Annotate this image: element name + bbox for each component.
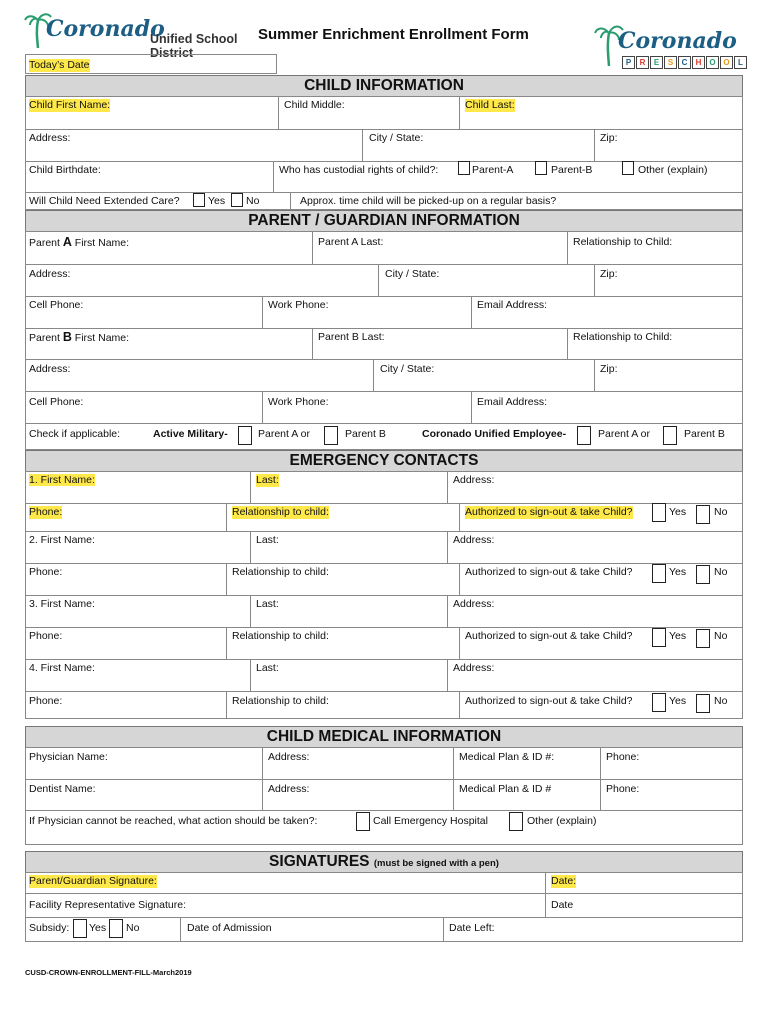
- employee-parent-a-checkbox[interactable]: [577, 426, 591, 445]
- divider: [25, 893, 743, 894]
- parent-b-address-field[interactable]: Address:: [29, 363, 71, 375]
- divider: [459, 563, 460, 595]
- military-parent-a-label: Parent A or: [258, 428, 310, 440]
- call-emergency-hospital-label: Call Emergency Hospital: [373, 815, 488, 827]
- divider: [25, 917, 743, 918]
- todays-date-field[interactable]: [25, 54, 277, 74]
- divider: [373, 359, 374, 391]
- form-code-footer: CUSD-CROWN-ENROLLMENT-FILL-March2019: [25, 968, 192, 977]
- child-zip-field[interactable]: Zip:: [600, 132, 618, 144]
- active-military-label: Active Military-: [153, 428, 228, 440]
- contact-4-no-label: No: [714, 695, 728, 707]
- pickup-time-field[interactable]: Approx. time child will be picked-up on a regular basis?: [300, 195, 557, 207]
- parent-a-city-state-field[interactable]: City / State:: [385, 268, 440, 280]
- divider: [312, 328, 313, 359]
- preschool-letter: L: [734, 56, 747, 69]
- physician-address-field[interactable]: Address:: [268, 751, 310, 763]
- parent-a-work-field[interactable]: Work Phone:: [268, 299, 329, 311]
- divider: [25, 328, 743, 329]
- dentist-address-field[interactable]: Address:: [268, 783, 310, 795]
- divider: [25, 810, 743, 811]
- divider: [262, 747, 263, 810]
- check-if-applicable-label: Check if applicable:: [29, 428, 121, 440]
- parent-b-city-state-field[interactable]: City / State:: [380, 363, 435, 375]
- divider: [25, 595, 743, 596]
- extended-care-yes-label: Yes: [208, 195, 226, 207]
- contact-2-phone-field[interactable]: Phone:: [29, 566, 63, 578]
- subsidy-label: Subsidy:: [29, 922, 70, 934]
- divider: [278, 96, 279, 129]
- divider: [567, 231, 568, 264]
- divider: [545, 872, 546, 917]
- section-child-medical: CHILD MEDICAL INFORMATION: [25, 726, 743, 748]
- divider: [25, 161, 743, 162]
- parent-b-relationship-field[interactable]: Relationship to Child:: [573, 331, 673, 343]
- contact-1-relationship-field[interactable]: Relationship to child:: [232, 506, 329, 518]
- contact-4-yes-checkbox[interactable]: [652, 693, 666, 712]
- divider: [471, 391, 472, 423]
- divider: [25, 192, 743, 193]
- contact-4-yes-label: Yes: [669, 695, 687, 707]
- contact-4-last-field[interactable]: Last:: [256, 662, 279, 674]
- contact-1-yes-label: Yes: [669, 506, 687, 518]
- contact-3-no-checkbox[interactable]: [696, 629, 710, 648]
- contact-2-yes-label: Yes: [669, 566, 687, 578]
- preschool-letter: S: [664, 56, 677, 69]
- divider: [25, 563, 743, 564]
- dental-plan-field[interactable]: Medical Plan & ID #: [459, 783, 552, 795]
- divider: [378, 264, 379, 296]
- divider: [25, 503, 743, 504]
- signatures-note: (must be signed with a pen): [373, 858, 499, 869]
- contact-4-address-field[interactable]: Address:: [453, 662, 495, 674]
- subsidy-yes-label: Yes: [89, 922, 107, 934]
- contact-1-address-field[interactable]: Address:: [453, 474, 495, 486]
- divider: [447, 659, 448, 691]
- extended-care-no-label: No: [246, 195, 260, 207]
- contact-1-first-name-label: 1. First Name:: [29, 474, 95, 486]
- divider: [25, 296, 743, 297]
- contact-3-address-field[interactable]: Address:: [453, 598, 495, 610]
- contact-3-yes-label: Yes: [669, 630, 687, 642]
- contact-2-address-field[interactable]: Address:: [453, 534, 495, 546]
- divider: [273, 161, 274, 192]
- contact-2-last-field[interactable]: Last:: [256, 534, 279, 546]
- contact-2-relationship-field[interactable]: Relationship to child:: [232, 566, 329, 578]
- signatures-title: SIGNATURES: [269, 853, 370, 870]
- parent-a-letter: A: [62, 235, 72, 249]
- form-title: Summer Enrichment Enrollment Form: [258, 26, 529, 43]
- preschool-letter: O: [706, 56, 719, 69]
- preschool-letter: P: [622, 56, 635, 69]
- contact-2-no-label: No: [714, 566, 728, 578]
- extended-care-no-checkbox[interactable]: [231, 193, 243, 207]
- parent-b-work-field[interactable]: Work Phone:: [268, 396, 329, 408]
- medical-other-checkbox[interactable]: [509, 812, 523, 831]
- parent-a-zip-field[interactable]: Zip:: [600, 268, 618, 280]
- divider: [443, 917, 444, 942]
- divider: [25, 129, 743, 130]
- district-name: Unified School District: [150, 32, 238, 60]
- divider: [250, 595, 251, 627]
- child-last-field[interactable]: Child Last:: [465, 99, 515, 111]
- divider: [226, 563, 227, 595]
- contact-3-relationship-field[interactable]: Relationship to child:: [232, 630, 329, 642]
- physician-name-field[interactable]: Physician Name:: [29, 751, 108, 763]
- military-parent-b-checkbox[interactable]: [324, 426, 338, 445]
- divider: [250, 659, 251, 691]
- preschool-letter: C: [678, 56, 691, 69]
- divider: [600, 747, 601, 810]
- contact-2-first-name-field[interactable]: 2. First Name:: [29, 534, 95, 546]
- guardian-signature-date-field[interactable]: Date:: [551, 875, 577, 887]
- divider: [25, 391, 743, 392]
- divider: [594, 264, 595, 296]
- divider: [594, 129, 595, 161]
- parent-b-first-post: First Name:: [71, 332, 130, 344]
- divider: [459, 691, 460, 719]
- divider: [459, 503, 460, 531]
- divider: [459, 627, 460, 659]
- section-parent-guardian: PARENT / GUARDIAN INFORMATION: [25, 210, 743, 232]
- preschool-letter: O: [720, 56, 733, 69]
- contact-4-phone-field[interactable]: Phone:: [29, 695, 63, 707]
- custody-parent-a-checkbox[interactable]: [458, 161, 470, 175]
- parent-b-first-name-field[interactable]: [29, 331, 129, 345]
- contact-1-no-label: No: [714, 506, 728, 518]
- physician-phone-field[interactable]: Phone:: [606, 751, 640, 763]
- district-logo-word: Coronado: [46, 16, 165, 42]
- divider: [226, 691, 227, 719]
- parent-b-zip-field[interactable]: Zip:: [600, 363, 618, 375]
- employee-parent-a-label: Parent A or: [598, 428, 650, 440]
- parent-a-address-field[interactable]: Address:: [29, 268, 71, 280]
- child-middle-field[interactable]: Child Middle:: [284, 99, 345, 111]
- parent-a-email-field[interactable]: Email Address:: [477, 299, 548, 311]
- guardian-signature-field[interactable]: Parent/Guardian Signature:: [29, 875, 157, 887]
- parent-a-first-post: First Name:: [71, 237, 130, 249]
- cusd-employee-label: Coronado Unified Employee-: [422, 428, 567, 440]
- employee-parent-b-label: Parent B: [684, 428, 725, 440]
- divider: [25, 264, 743, 265]
- parent-b-first-pre: Parent: [29, 332, 63, 344]
- divider: [471, 296, 472, 328]
- subsidy-no-label: No: [126, 922, 140, 934]
- todays-date-label: Today’s Date: [29, 59, 90, 71]
- divider: [362, 129, 363, 161]
- contact-4-relationship-field[interactable]: Relationship to child:: [232, 695, 329, 707]
- divider: [453, 747, 454, 810]
- contact-1-first-name-field[interactable]: [29, 474, 95, 487]
- contact-3-no-label: No: [714, 630, 728, 642]
- divider: [250, 531, 251, 563]
- contact-3-authorized-question: Authorized to sign-out & take Child?: [465, 630, 633, 642]
- preschool-logo-word: Coronado: [618, 28, 737, 54]
- contact-2-yes-checkbox[interactable]: [652, 564, 666, 583]
- divider: [567, 328, 568, 359]
- employee-parent-b-checkbox[interactable]: [663, 426, 677, 445]
- preschool-logo: [594, 22, 744, 70]
- preschool-letter: E: [650, 56, 663, 69]
- extended-care-question: Will Child Need Extended Care?: [29, 195, 180, 207]
- contact-1-no-checkbox[interactable]: [696, 505, 710, 524]
- contact-3-last-field[interactable]: Last:: [256, 598, 279, 610]
- preschool-letter: R: [636, 56, 649, 69]
- custody-parent-b-label: Parent-B: [551, 164, 593, 176]
- military-parent-b-label: Parent B: [345, 428, 386, 440]
- contact-4-authorized-question: Authorized to sign-out & take Child?: [465, 695, 633, 707]
- divider: [262, 296, 263, 328]
- section-emergency-contacts: EMERGENCY CONTACTS: [25, 450, 743, 472]
- custodial-question: Who has custodial rights of child?:: [279, 164, 439, 176]
- medical-plan-field[interactable]: Medical Plan & ID #:: [459, 751, 555, 763]
- divider: [180, 917, 181, 942]
- divider: [25, 627, 743, 628]
- parent-b-email-field[interactable]: Email Address:: [477, 396, 548, 408]
- parent-a-cell-field[interactable]: Cell Phone:: [29, 299, 84, 311]
- physician-unreachable-question: If Physician cannot be reached, what action should be taken?:: [29, 815, 318, 827]
- date-left-field[interactable]: Date Left:: [449, 922, 495, 934]
- facility-signature-field[interactable]: Facility Representative Signature:: [29, 899, 186, 911]
- child-city-state-field[interactable]: City / State:: [369, 132, 424, 144]
- contact-1-yes-checkbox[interactable]: [652, 503, 666, 522]
- custody-parent-b-checkbox[interactable]: [535, 161, 547, 175]
- divider: [25, 691, 743, 692]
- child-first-name-field[interactable]: Child First Name:: [29, 99, 111, 111]
- parent-a-relationship-field[interactable]: Relationship to Child:: [573, 236, 673, 248]
- date-of-admission-field[interactable]: Date of Admission: [187, 922, 272, 934]
- divider: [447, 595, 448, 627]
- parent-b-last-field[interactable]: Parent B Last:: [318, 331, 385, 343]
- contact-1-authorized-question: Authorized to sign-out & take Child?: [465, 506, 633, 518]
- district-logo: [24, 10, 246, 60]
- divider: [447, 531, 448, 563]
- divider: [447, 471, 448, 503]
- divider: [25, 531, 743, 532]
- contact-3-first-name-field[interactable]: 3. First Name:: [29, 598, 95, 610]
- divider: [290, 192, 291, 210]
- parent-b-letter: B: [62, 330, 72, 344]
- divider: [25, 359, 743, 360]
- divider: [594, 359, 595, 391]
- child-birthdate-field[interactable]: Child Birthdate:: [29, 164, 101, 176]
- parent-a-first-name-field[interactable]: [29, 236, 129, 250]
- subsidy-no-checkbox[interactable]: [109, 919, 123, 938]
- divider: [25, 423, 743, 424]
- contact-4-no-checkbox[interactable]: [696, 694, 710, 713]
- divider: [226, 627, 227, 659]
- parent-a-first-pre: Parent: [29, 237, 63, 249]
- contact-1-phone-field[interactable]: Phone:: [29, 506, 63, 518]
- custody-other-label: Other (explain): [638, 164, 708, 176]
- military-parent-a-checkbox[interactable]: [238, 426, 252, 445]
- call-emergency-hospital-checkbox[interactable]: [356, 812, 370, 831]
- divider: [459, 96, 460, 129]
- subsidy-yes-checkbox[interactable]: [73, 919, 87, 938]
- extended-care-yes-checkbox[interactable]: [193, 193, 205, 207]
- divider: [312, 231, 313, 264]
- contact-2-authorized-question: Authorized to sign-out & take Child?: [465, 566, 633, 578]
- divider: [250, 471, 251, 503]
- section-child-information: CHILD INFORMATION: [25, 75, 743, 97]
- contact-2-no-checkbox[interactable]: [696, 565, 710, 584]
- preschool-letter: H: [692, 56, 705, 69]
- section-signatures: [25, 851, 743, 873]
- divider: [25, 779, 743, 780]
- custody-parent-a-label: Parent-A: [472, 164, 514, 176]
- contact-3-phone-field[interactable]: Phone:: [29, 630, 63, 642]
- contact-1-last-field[interactable]: Last:: [256, 474, 279, 486]
- medical-other-label: Other (explain): [527, 815, 597, 827]
- dentist-phone-field[interactable]: Phone:: [606, 783, 640, 795]
- custody-other-checkbox[interactable]: [622, 161, 634, 175]
- parent-a-last-field[interactable]: Parent A Last:: [318, 236, 384, 248]
- divider: [25, 659, 743, 660]
- child-address-field[interactable]: Address:: [29, 132, 71, 144]
- parent-b-cell-field[interactable]: Cell Phone:: [29, 396, 84, 408]
- facility-signature-date-field[interactable]: Date: [551, 899, 574, 911]
- contact-3-yes-checkbox[interactable]: [652, 628, 666, 647]
- divider: [226, 503, 227, 531]
- divider: [262, 391, 263, 423]
- dentist-name-field[interactable]: Dentist Name:: [29, 783, 96, 795]
- contact-4-first-name-field[interactable]: 4. First Name:: [29, 662, 95, 674]
- preschool-letter-blocks: [622, 56, 747, 69]
